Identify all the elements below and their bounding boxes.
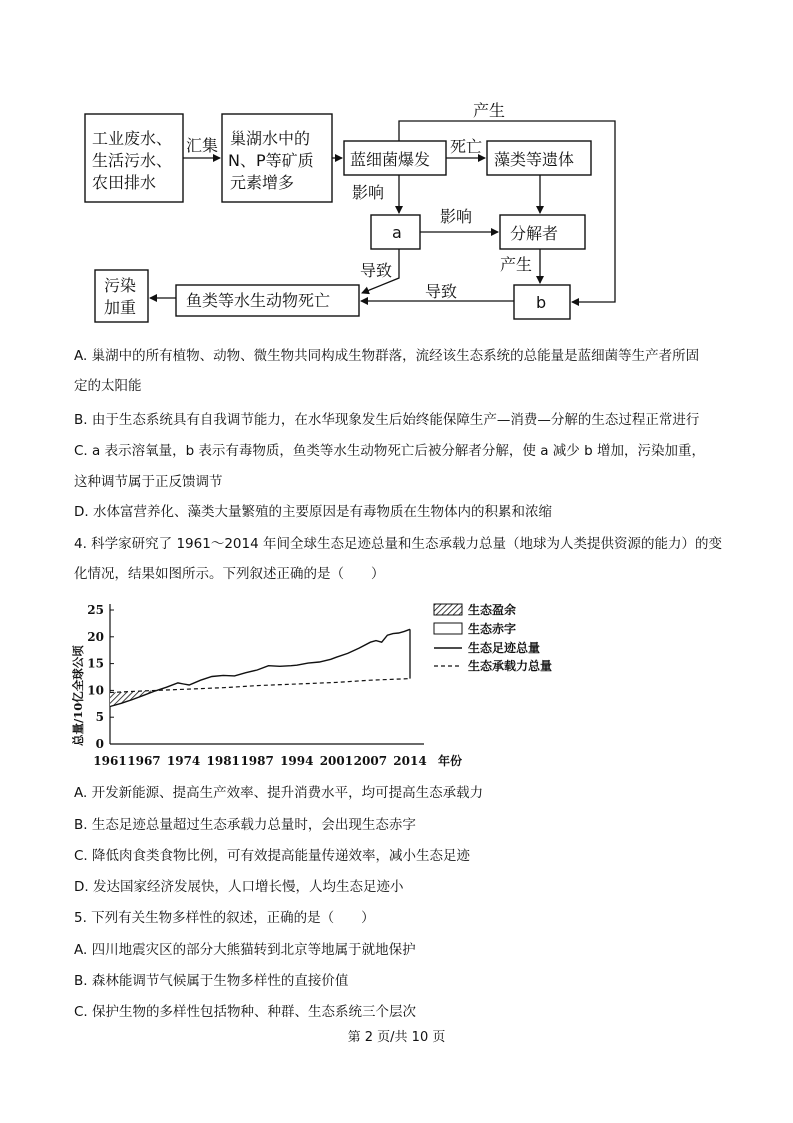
label-death: 死亡	[450, 137, 483, 156]
ecological-footprint-chart	[64, 596, 594, 776]
q3-option-c-line2: 这种调节属于正反馈调节	[74, 474, 223, 490]
label-cause-1: 导致	[360, 261, 393, 280]
q3-option-a-line2: 定的太阳能	[74, 378, 142, 394]
x-tick-label: 2001	[319, 754, 354, 768]
q3-option-a-line1: A. 巢湖中的所有植物、动物、微生物共同构成生物群落，流经该生态系统的总能量是蓝细菌等生产者所固	[74, 348, 700, 364]
q4-stem-line2: 化情况，结果如图所示。下列叙述正确的是（ ）	[74, 566, 385, 582]
legend-surplus: 生态盈余	[468, 603, 517, 617]
x-tick-label: 1987	[240, 754, 274, 768]
label-produce-top: 产生	[473, 101, 506, 120]
b-label: b	[536, 293, 547, 312]
y-axis-label: 总量/10亿全球公顷	[71, 645, 85, 746]
label-cause-2: 导致	[425, 282, 458, 301]
label-influence-1: 影响	[352, 183, 385, 202]
pollution-line-2: 加重	[104, 298, 137, 317]
a-label: a	[392, 223, 402, 242]
arrow-cyano-produce-b	[399, 121, 615, 302]
lake-line-2: N、P等矿质	[228, 151, 314, 170]
q4-option-b: B. 生态足迹总量超过生态承载力总量时，会出现生态赤字	[74, 817, 416, 833]
legend-capacity: 生态承载力总量	[468, 659, 553, 673]
legend-footprint: 生态足迹总量	[468, 641, 541, 655]
legend-surplus-swatch	[434, 604, 462, 615]
fish-label: 鱼类等水生动物死亡	[186, 291, 331, 310]
sources-line-3: 农田排水	[92, 173, 157, 192]
q4-option-d: D. 发达国家经济发展快，人口增长慢，人均生态足迹小	[74, 879, 404, 895]
legend-deficit-swatch	[434, 623, 462, 634]
y-tick-label: 5	[95, 710, 104, 725]
remains-label: 藻类等遗体	[494, 150, 575, 169]
y-tick-label: 0	[95, 737, 104, 751]
pollution-line-1: 污染	[104, 276, 137, 295]
q3-option-c-line1: C. a 表示溶氧量，b 表示有毒物质，鱼类等水生动物死亡后被分解者分解，使 a 减少 b 增加，污染加重，	[74, 443, 705, 459]
q5-option-c: C. 保护生物的多样性包括物种、种群、生态系统三个层次	[74, 1004, 417, 1020]
lake-line-3: 元素增多	[230, 173, 295, 192]
x-tick-label: 1967	[127, 754, 161, 768]
q5-stem: 5. 下列有关生物多样性的叙述，正确的是（ ）	[74, 910, 375, 926]
x-tick-label: 1994	[280, 754, 314, 768]
capacity-total-line	[110, 679, 410, 693]
x-tick-label: 1981	[206, 754, 240, 768]
lake-line-1: 巢湖水中的	[230, 129, 311, 148]
q4-stem-line1: 4. 科学家研究了 1961～2014 年间全球生态足迹总量和生态承载力总量（地球为人类提供资源的能力）的变	[74, 536, 722, 552]
label-produce-2: 产生	[500, 255, 533, 274]
label-collect: 汇集	[186, 136, 219, 155]
chart-legend	[434, 602, 552, 673]
page-footer: 第 2 页/共 10 页	[347, 1030, 446, 1045]
x-tick-label: 2014	[393, 754, 427, 768]
sources-line-1: 工业废水、	[92, 129, 173, 148]
y-tick-label: 20	[87, 629, 104, 644]
x-axis-label: 年份	[438, 754, 463, 768]
label-influence-2: 影响	[440, 207, 473, 226]
x-tick-label: 1961	[93, 754, 127, 768]
x-tick-label: 2007	[353, 754, 388, 768]
q3-option-b: B. 由于生态系统具有自我调节能力，在水华现象发生后始终能保障生产—消费—分解的生态过程正常进行	[74, 412, 700, 428]
footprint-total-line	[110, 629, 410, 706]
q4-option-c: C. 降低肉食类食物比例，可有效提高能量传递效率，减小生态足迹	[74, 848, 471, 864]
cyano-label: 蓝细菌爆发	[350, 150, 431, 169]
y-tick-label: 10	[87, 683, 104, 698]
decomposer-label: 分解者	[510, 224, 559, 243]
y-tick-label: 25	[87, 603, 104, 617]
q5-option-b: B. 森林能调节气候属于生物多样性的直接价值	[74, 973, 349, 989]
x-tick-label: 1974	[166, 754, 201, 768]
y-tick-label: 15	[87, 656, 104, 671]
legend-deficit: 生态赤字	[468, 622, 517, 636]
food-web-flowchart	[0, 0, 793, 330]
sources-line-2: 生活污水、	[92, 151, 173, 170]
q4-option-a: A. 开发新能源、提高生产效率、提升消费水平，均可提高生态承载力	[74, 785, 484, 801]
q5-option-a: A. 四川地震灾区的部分大熊猫转到北京等地属于就地保护	[74, 942, 416, 958]
q3-option-d: D. 水体富营养化、藻类大量繁殖的主要原因是有毒物质在生物体内的积累和浓缩	[74, 504, 552, 520]
